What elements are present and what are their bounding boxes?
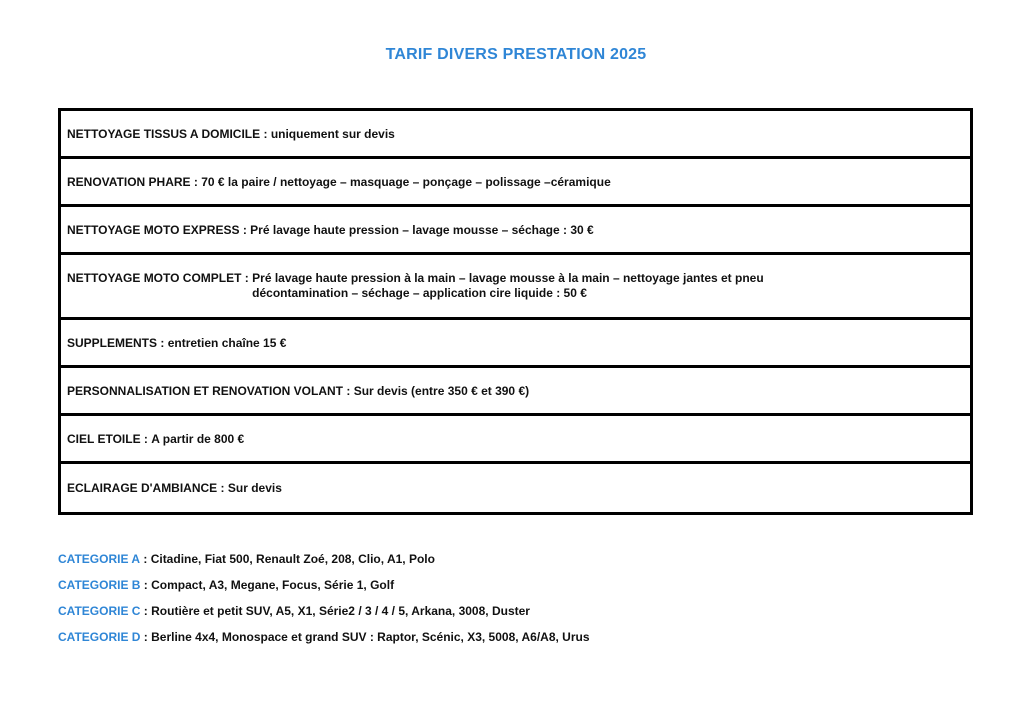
category-label: CATEGORIE C xyxy=(58,604,141,618)
category-separator: : xyxy=(140,552,151,566)
table-row xyxy=(61,368,970,416)
table-row xyxy=(61,159,970,207)
row-description: entretien chaîne 15 € xyxy=(167,335,287,350)
table-row xyxy=(61,464,970,512)
table-row xyxy=(61,207,970,255)
row-separator: : xyxy=(190,174,202,189)
category-separator: : xyxy=(140,630,152,644)
category-description: Citadine, Fiat 500, Renault Zoé, 208, Clio, A1, Polo xyxy=(150,552,435,566)
row-content xyxy=(67,271,764,301)
category-item xyxy=(58,572,590,598)
category-label: CATEGORIE A xyxy=(58,552,141,566)
category-description: Routière et petit SUV, A5, X1, Série2 / 3 / 4 / 5, Arkana, 3008, Duster xyxy=(151,604,530,618)
row-description: 70 € la paire / nettoyage – masquage – ponçage – polissage –céramique xyxy=(201,174,611,189)
category-item xyxy=(58,546,590,572)
row-separator: : xyxy=(157,335,168,350)
row-label: PERSONNALISATION ET RENOVATION VOLANT xyxy=(67,383,344,398)
table-row xyxy=(61,111,970,159)
category-item xyxy=(58,598,590,624)
category-label: CATEGORIE B xyxy=(58,578,141,592)
row-separator: : xyxy=(343,383,354,398)
row-separator: : xyxy=(239,222,251,237)
row-label: NETTOYAGE TISSUS A DOMICILE xyxy=(67,126,261,141)
row-separator: : xyxy=(140,431,152,446)
row-label: CIEL ETOILE xyxy=(67,431,141,446)
row-description: uniquement sur devis xyxy=(270,126,395,141)
table-row xyxy=(61,255,970,320)
category-separator: : xyxy=(140,604,152,618)
row-description: Sur devis (entre 350 € et 390 €) xyxy=(353,383,530,398)
table-row xyxy=(61,416,970,464)
category-item xyxy=(58,624,590,650)
page-title: TARIF DIVERS PRESTATION 2025 xyxy=(385,46,647,63)
row-label: NETTOYAGE MOTO EXPRESS xyxy=(67,222,240,237)
row-label: ECLAIRAGE D'AMBIANCE xyxy=(67,481,218,495)
category-legend xyxy=(58,546,590,650)
category-description: Berline 4x4, Monospace et grand SUV : Raptor, Scénic, X3, 5008, A6/A8, Urus xyxy=(151,630,590,644)
row-label: SUPPLEMENTS xyxy=(67,335,158,350)
price-table xyxy=(58,108,973,515)
row-label: RENOVATION PHARE xyxy=(67,174,191,189)
row-description-line-1: Pré lavage haute pression à la main – lavage mousse à la main – nettoyage jantes et pneu xyxy=(252,271,764,285)
row-separator: : xyxy=(241,271,253,285)
category-label: CATEGORIE D xyxy=(58,630,141,644)
row-description xyxy=(252,271,764,301)
category-description: Compact, A3, Megane, Focus, Série 1, Golf xyxy=(151,578,395,592)
table-row xyxy=(61,320,970,368)
row-description: Pré lavage haute pression – lavage mousse – séchage : 30 € xyxy=(250,222,594,237)
row-label: NETTOYAGE MOTO COMPLET xyxy=(67,271,242,285)
row-description: Sur devis xyxy=(227,481,282,495)
row-description-line-2: décontamination – séchage – application cire liquide : 50 € xyxy=(252,286,587,300)
category-separator: : xyxy=(140,578,152,592)
row-description: A partir de 800 € xyxy=(151,431,245,446)
row-separator: : xyxy=(217,481,228,495)
row-separator: : xyxy=(260,126,271,141)
